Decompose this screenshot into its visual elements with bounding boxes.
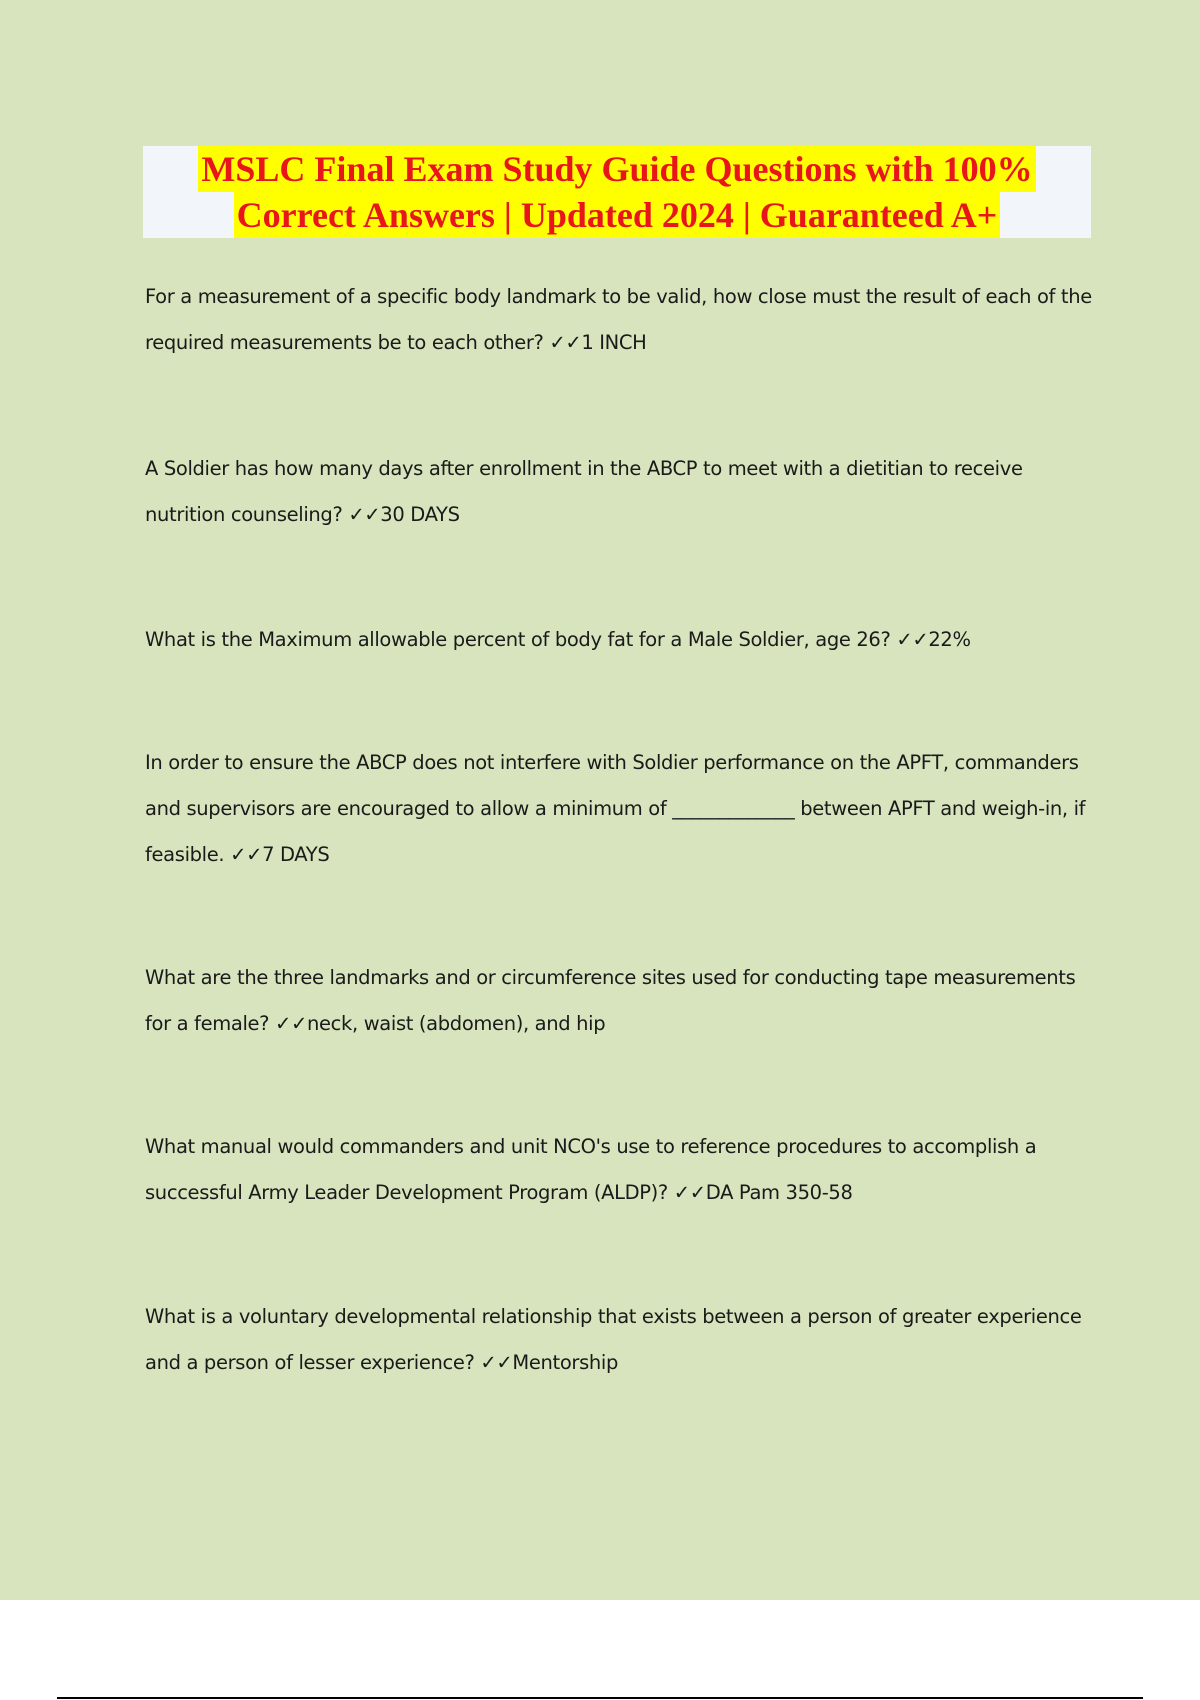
answer-block	[275, 1012, 605, 1035]
checkmark-icon: ✓✓	[673, 1181, 706, 1204]
title-line: MSLC Final Exam Study Guide Questions with 100%	[198, 146, 1035, 192]
answer-block	[480, 1351, 618, 1374]
question-text: A Soldier has how many days after enrollment in the ABCP to meet with a dietitian to receive nutrition counseling?	[145, 457, 1023, 526]
checkmark-icon: ✓✓	[896, 628, 929, 651]
footer-divider	[57, 1697, 1143, 1699]
answer-text: neck, waist (abdomen), and hip	[307, 1012, 606, 1035]
qa-item	[145, 955, 1095, 1047]
answer-text: 30 DAYS	[380, 503, 460, 526]
checkmark-icon: ✓✓	[480, 1351, 513, 1374]
answer-block	[674, 1181, 853, 1204]
answer-block	[230, 843, 329, 866]
question-text: In order to ensure the ABCP does not interfere with Soldier performance on the APFT, commanders and supervisors are encouraged to allow a minimum of _____________ between APFT and weigh-in, if feasible.	[145, 751, 1086, 866]
answer-block	[348, 503, 459, 526]
question-text: For a measurement of a specific body landmark to be valid, how close must the result of each of the required measurements be to each other?	[145, 285, 1092, 354]
answer-block	[549, 331, 646, 354]
qa-item	[145, 617, 1095, 663]
checkmark-icon: ✓✓	[275, 1012, 308, 1035]
answer-text: 7 DAYS	[262, 843, 330, 866]
answer-text: 1 INCH	[581, 331, 647, 354]
question-text: What are the three landmarks and or circumference sites used for conducting tape measurements for a female?	[145, 966, 1076, 1035]
checkmark-icon: ✓✓	[549, 331, 582, 354]
question-text: What is the Maximum allowable percent of body fat for a Male Soldier, age 26?	[145, 628, 891, 651]
qa-item	[145, 740, 1095, 878]
answer-text: DA Pam 350-58	[705, 1181, 853, 1204]
answer-text: 22%	[928, 628, 971, 651]
answer-block	[896, 628, 970, 651]
question-text: What manual would commanders and unit NCO's use to reference procedures to accomplish a successful Army Leader Development Program (ALDP)?	[145, 1135, 1037, 1204]
checkmark-icon: ✓✓	[348, 503, 381, 526]
question-text: What is a voluntary developmental relationship that exists between a person of greater experience and a person of lesser experience?	[145, 1305, 1082, 1374]
checkmark-icon: ✓✓	[230, 843, 263, 866]
qa-item	[145, 274, 1095, 366]
qa-item	[145, 1124, 1095, 1216]
answer-text: Mentorship	[512, 1351, 618, 1374]
qa-item	[145, 1294, 1095, 1386]
qa-item	[145, 446, 1095, 538]
document-title	[143, 146, 1091, 238]
title-line: Correct Answers | Updated 2024 | Guaranteed A+	[234, 192, 1001, 238]
